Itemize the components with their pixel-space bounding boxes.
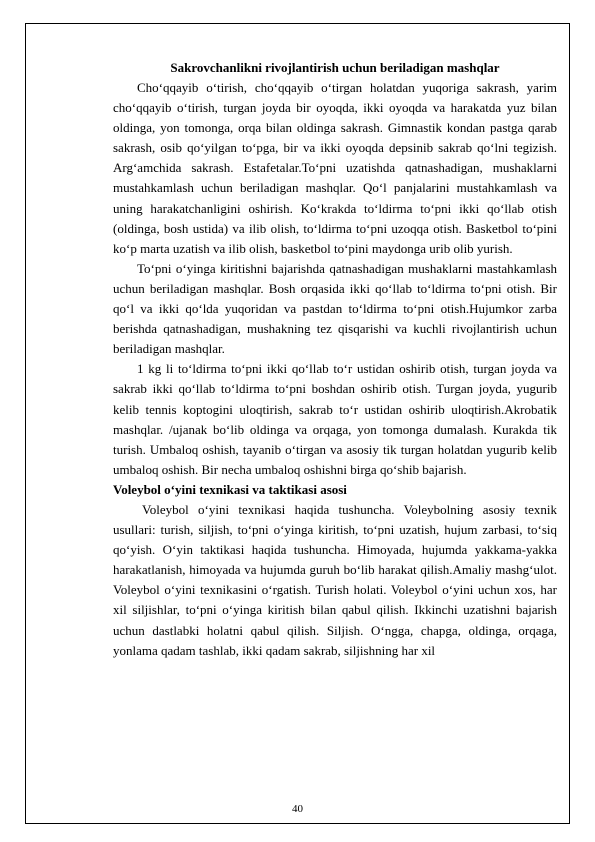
section-title: Sakrovchanlikni rivojlantirish uchun beriladigan mashqlar	[170, 60, 500, 75]
paragraph-4: Voleybol o‘yini texnikasi haqida tushuncha. Voleybolning asosiy texnik usullari: turish, siljish, to‘pni o‘yinga kiritish, to‘pni uzatish, hujum zarbasi, to‘siq qo‘yish. O‘yin taktikasi haqida tushuncha. Himoyada, hujumda yakkama-yakka harakatlanish, himoyada va hujumda guruh bo‘lib harakat qilish.Amaliy mashg‘ulot. Voleybol o‘yini texnikasini o‘rgatish. Turish holati. Voleybol o‘yini uchun xos, har xil siljishlar, to‘pni o‘yinga kiritish bilan qabul qilish. Ikkinchi uzatishni bajarish uchun dastlabki holatni qabul qilish. Siljish. O‘ngga, chapga, oldinga, orqaga, yonlama qadam tashlab, ikki qadam sakrab, siljishning har xil	[113, 501, 557, 658]
subheading: Voleybol o‘yini texnikasi va taktikasi asosi	[113, 481, 347, 497]
document-body	[113, 58, 557, 79]
text-column	[113, 78, 557, 661]
paragraph-1: Cho‘qqayib o‘tirish, cho‘qqayib o‘tirgan holatdan yuqoriga sakrash, yarim cho‘qqayib o‘tirish, turgan joyda bir oyoqda, ikki oyoqda va harakatda yuz bilan oldinga, yon tomonga, orqa bilan oldinga sakrash. Gimnastik kondan pastga qarab sakrash, osib qo‘yilgan to‘pga, bir va ikki oyoqda depsinib sakrab qo‘lni tegizish. Arg‘amchida sakrash. Estafetalar.To‘pni uzatishda qatnashadigan, mushaklarni mustahkamlash uchun beriladigan mashqlar. Qo‘l panjalarini mustahkamlash va uning harakatchanligini oshirish. Ko‘krakda to‘ldirma to‘pni ikki qo‘llab otish (oldinga, bosh ustida) va ilib olish, to‘ldirma to‘pni uzoqqa otish. Basketbol to‘pini ko‘p marta uzatish va ilib olish, basketbol to‘pini maydonga urib olib yurish.	[113, 80, 557, 256]
page-number: 40	[292, 803, 303, 815]
paragraph-3: 1 kg li to‘ldirma to‘pni ikki qo‘llab to‘r ustidan oshirib otish, turgan joyda va sakrab ikki qo‘llab to‘ldirma to‘pni boshdan oshirib otish. Turgan joyda, yugurib kelib tennis koptogini uloqtirish, sakrab to‘r ustidan oshirib uloqtirish.Akrobatik mashqlar. /ujanak bo‘lib oldinga va orqaga, yon tomonga dumalash. Kurakda tik turish. Umbaloq oshish, tayanib o‘tirgan va asosiy tik turgan holatdan yugurib kelib umbaloq oshish. Bir necha umbaloq oshishni birga qo‘shib bajarish.	[113, 361, 557, 477]
paragraph-2: To‘pni o‘yinga kiritishni bajarishda qatnashadigan mushaklarni mastahkamlash uchun beriladigan mashqlar. Bosh orqasida ikki qo‘llab to‘ldirma to‘pni otish. Bir qo‘l va ikki qo‘lda yuqoridan va pastdan to‘ldirma to‘pni otish.Hujumkor zarba berishda qatnashadigan, mushakning tez qisqarishi va kuchli rivojlantirish uchun beriladigan mashqlar.	[113, 260, 557, 357]
